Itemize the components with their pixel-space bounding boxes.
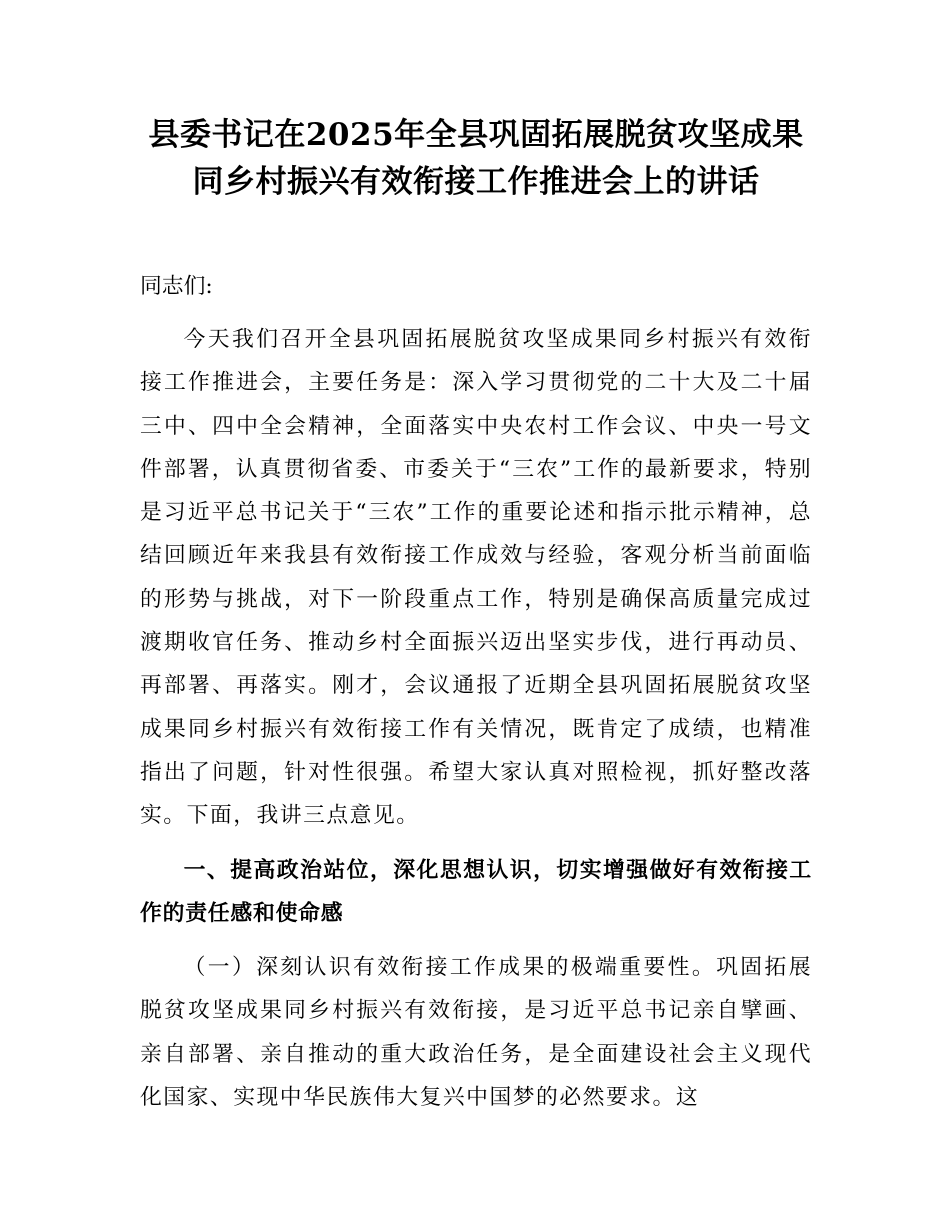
paragraph-intro: 今天我们召开全县巩固拓展脱贫攻坚成果同乡村振兴有效衔接工作推进会，主要任务是：深入学习贯彻党的二十大及二十届三中、四中全会精神，全面落实中央农村工作会议、中央一号文件部署，认真贯彻省委、市委关于“三农”工作的最新要求，特别是习近平总书记关于“三农”工作的重要论述和指示批示精神，总结回顾近年来我县有效衔接工作成效与经验，客观分析当前面临的形势与挑战，对下一阶段重点工作，特别是确保高质量完成过渡期收官任务、推动乡村全面振兴迈出坚实步伐，进行再动员、再部署、再落实。刚才，会议通报了近期全县巩固拓展脱贫攻坚成果同乡村振兴有效衔接工作有关情况，既肯定了成绩，也精准指出了问题，针对性很强。希望大家认真对照检视，抓好整改落实。下面，我讲三点意见。 (140, 327, 812, 829)
paragraph-subsection-1: （一）深刻认识有效衔接工作成果的极端重要性。巩固拓展脱贫攻坚成果同乡村振兴有效衔接，是习近平总书记亲自擘画、亲自部署、亲自推动的重大政治任务，是全面建设社会主义现代化国家、实现中华民族伟大复兴中国梦的必然要求。这 (140, 955, 812, 1110)
section-heading-1: 一、提高政治站位，深化思想认识，切实增强做好有效衔接工作的责任感和使命感 (140, 858, 812, 927)
salutation: 同志们: (140, 274, 213, 299)
page-title: 县委书记在2025年全县巩固拓展脱贫攻坚成果同乡村振兴有效衔接工作推进会上的讲话 (148, 117, 804, 200)
